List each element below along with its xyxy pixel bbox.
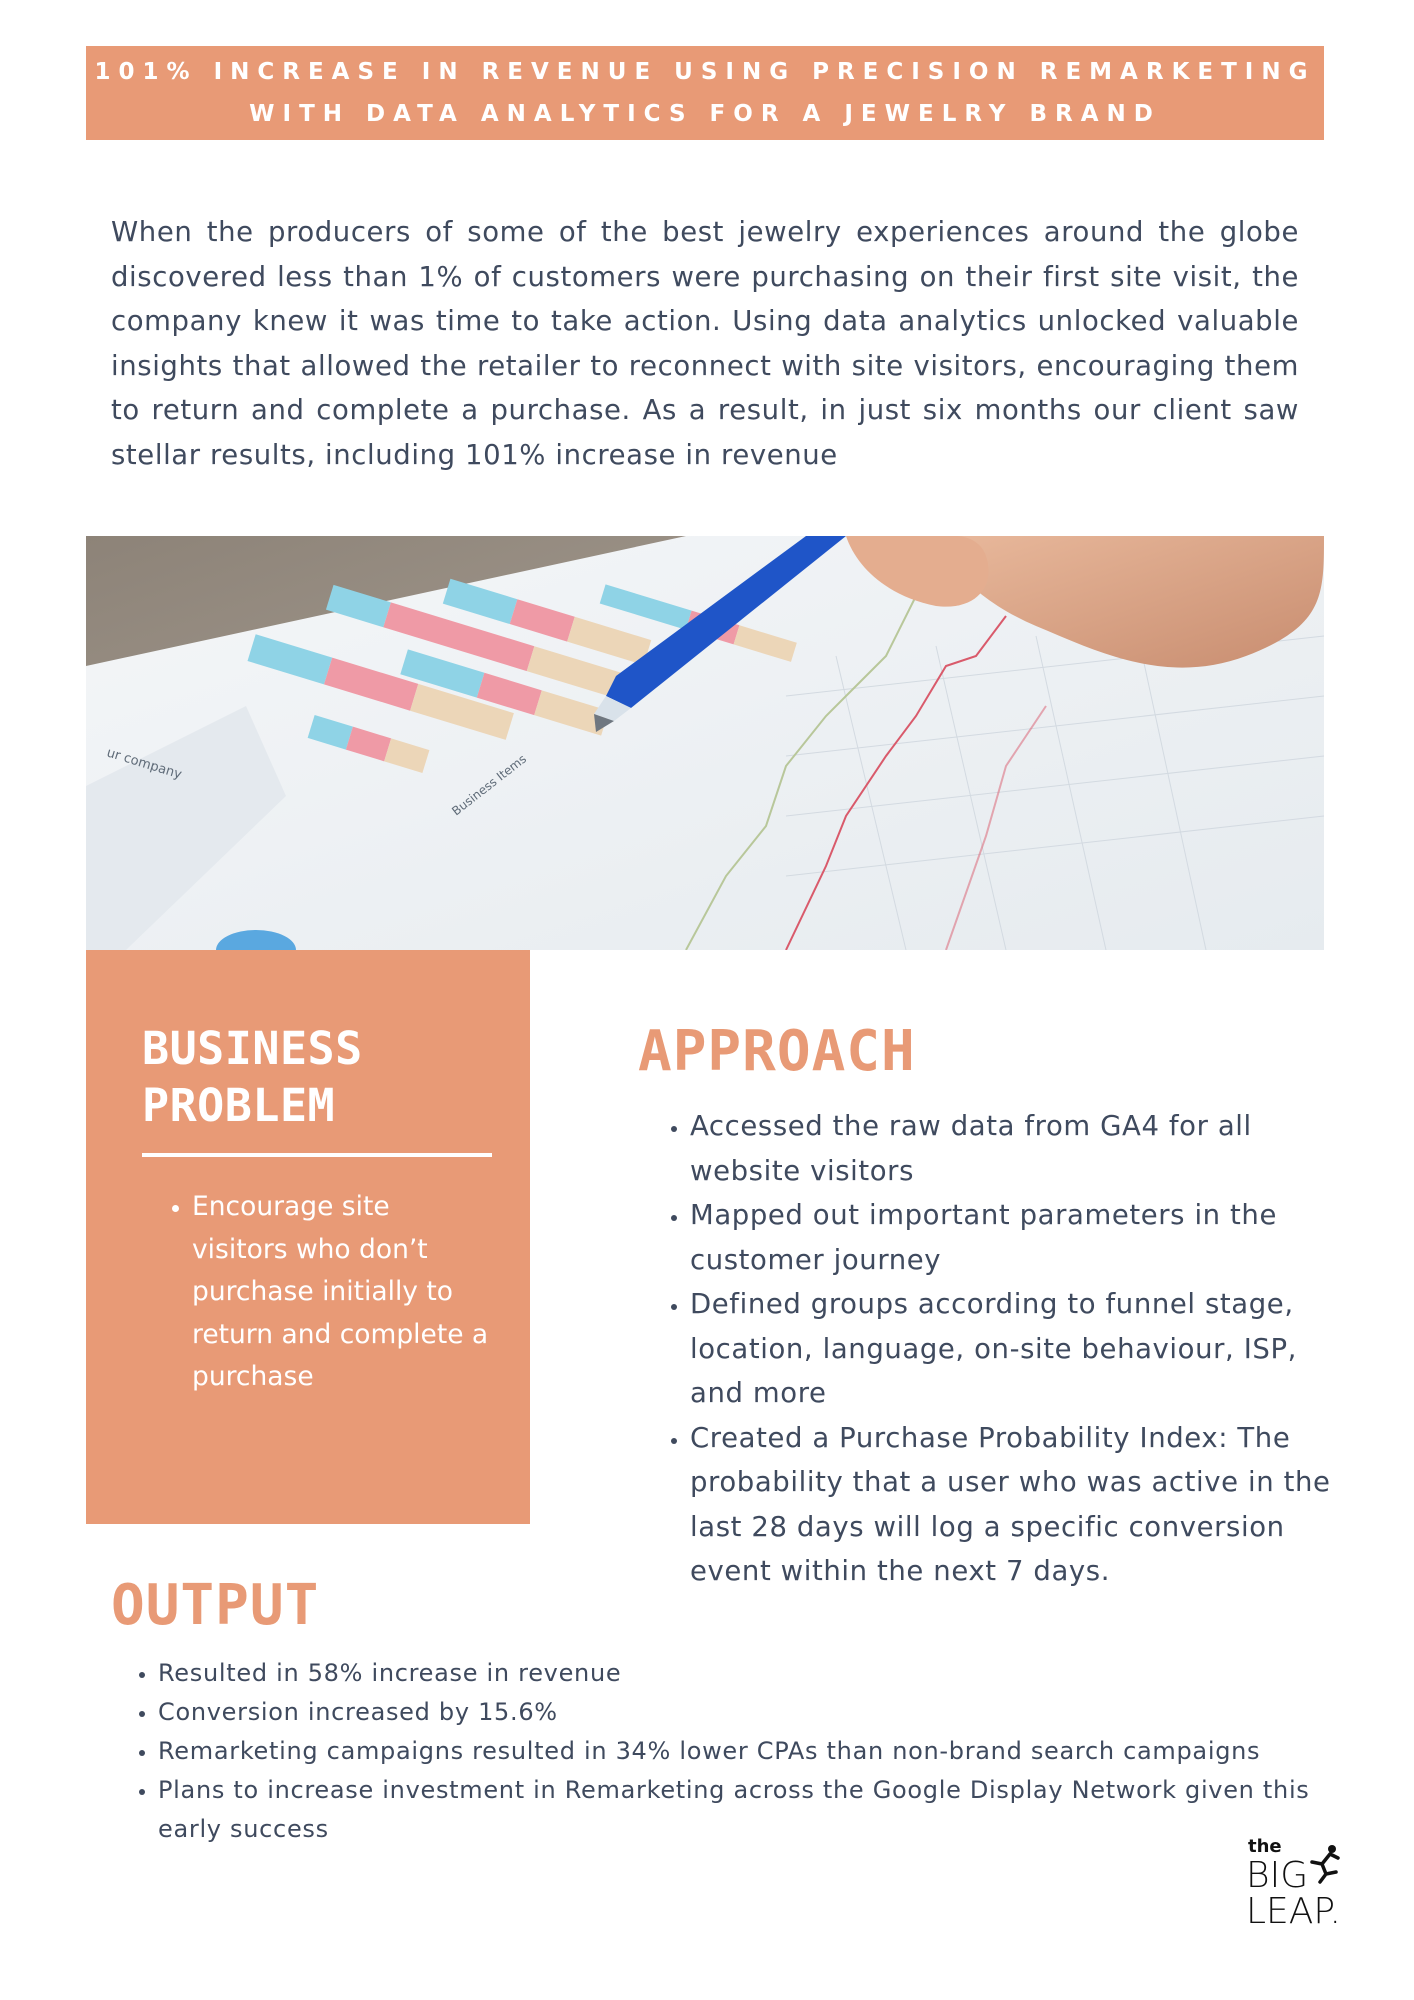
logo-big: BIG: [1246, 1855, 1309, 1896]
business-problem-heading: BUSINESS PROBLEM: [142, 1022, 363, 1132]
logo-the: the: [1248, 1836, 1282, 1857]
business-problem-list: [142, 1186, 492, 1399]
approach-list: [638, 1104, 1338, 1594]
business-problem-divider: [142, 1153, 492, 1157]
the-big-leap-logo: [1242, 1836, 1352, 1946]
list-item: • Accessed the raw data from GA4 for all website visitors: [690, 1104, 1338, 1193]
leaping-runner-icon: [1306, 1844, 1342, 1884]
list-item: • Defined groups according to funnel stage, location, language, on-site behaviour, ISP, and more: [690, 1282, 1338, 1416]
photo-text-items: Business Items: [449, 751, 530, 819]
title-line-1: 101% INCREASE IN REVENUE USING PRECISION REMARKETING: [94, 59, 1316, 85]
title-line-2: WITH DATA ANALYTICS FOR A JEWELRY BRAND: [249, 101, 1161, 127]
analytics-photo-illustration: [86, 536, 1324, 950]
output-list: [111, 1654, 1311, 1849]
title-banner: [86, 46, 1324, 140]
intro-paragraph: When the producers of some of the best jewelry experiences around the globe discovered less than 1% of customers were purchasing on their first site visit, the company knew it was time to take action. Using data analytics unlocked valuable insights that allowed the retailer to reconnect with site visitors, encouraging them to return and complete a purchase. As a result, in just six months our client saw stellar results, including 101% increase in revenue: [111, 216, 1299, 471]
analytics-photo: [86, 536, 1324, 950]
photo-text-company: ur company: [104, 745, 184, 783]
list-item: • Plans to increase investment in Remarketing across the Google Display Network given this early success: [158, 1771, 1311, 1849]
list-item: • Conversion increased by 15.6%: [158, 1693, 1311, 1732]
list-item: • Encourage site visitors who don’t purchase initially to return and complete a purchase: [192, 1186, 492, 1399]
business-problem-panel: [86, 950, 530, 1524]
approach-heading: APPROACH: [638, 1019, 916, 1084]
list-item: • Created a Purchase Probability Index: The probability that a user who was active in the last 28 days will log a specific conversion event within the next 7 days.: [690, 1416, 1338, 1594]
list-item: • Mapped out important parameters in the customer journey: [690, 1193, 1338, 1282]
output-heading: OUTPUT: [111, 1573, 320, 1638]
logo-leap: LEAP.: [1246, 1891, 1341, 1932]
list-item: • Resulted in 58% increase in revenue: [158, 1654, 1311, 1693]
list-item: • Remarketing campaigns resulted in 34% lower CPAs than non-brand search campaigns: [158, 1732, 1311, 1771]
